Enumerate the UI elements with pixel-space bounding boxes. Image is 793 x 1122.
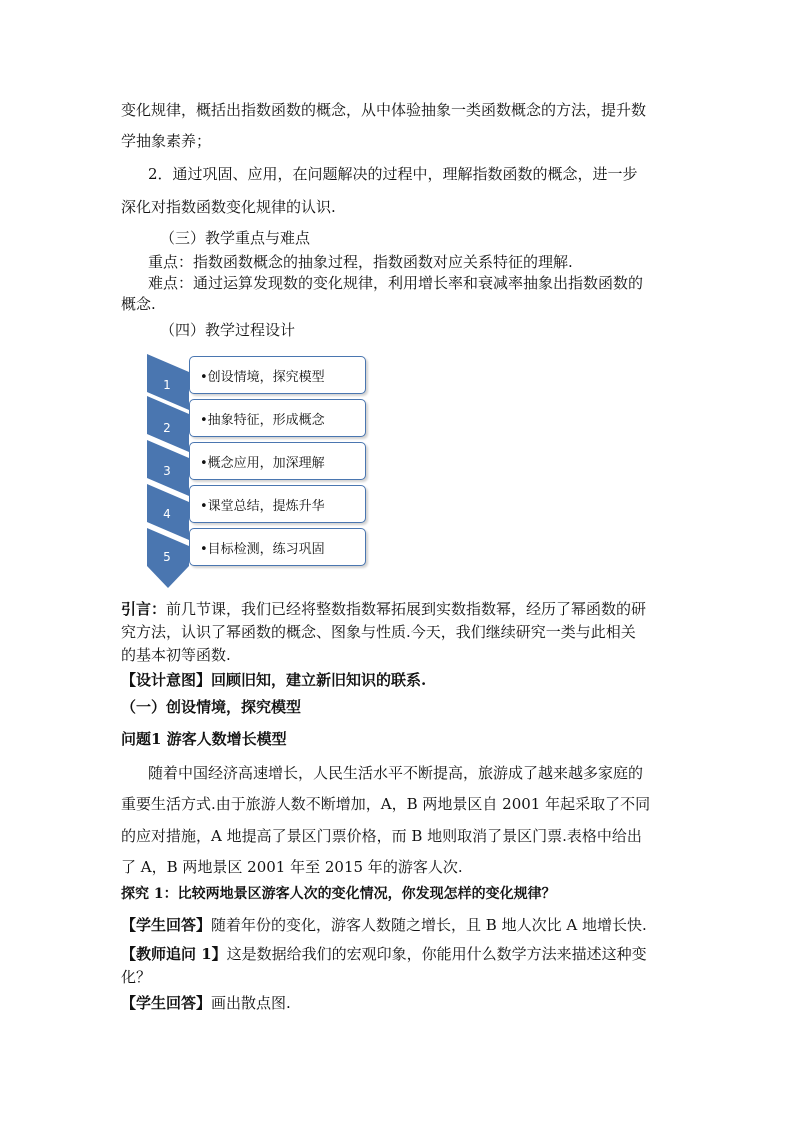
design-intent: 【设计意图】回顾旧知，建立新旧知识的联系. — [121, 671, 427, 689]
intro-label: 引言： — [121, 600, 167, 618]
student-answer — [121, 915, 681, 935]
question-label: 【教师追问 1】 — [121, 945, 227, 963]
answer-text: 画出散点图. — [211, 994, 291, 1012]
body-line: 学抽象素养； — [121, 132, 212, 150]
intro-text: 前几节课，我们已经将整数指数幂拓展到实数指数幂，经历了幂函数的研 — [166, 600, 647, 618]
difficulty: 难点：通过运算发现数的变化规律，利用增长率和衰减率抽象出指数函数的 — [148, 274, 644, 292]
problem-title: 问题1 游客人数增长模型 — [121, 730, 287, 748]
difficulty-cont: 概念. — [121, 295, 156, 313]
intro-line: 究方法，认识了幂函数的概念、图象与性质.今天，我们继续研究一类与此相关 — [121, 623, 636, 641]
step-label: •创设情境，探究模型 — [200, 370, 325, 385]
flow-step-3 — [189, 442, 366, 480]
step-label: •课堂总结，提炼升华 — [200, 499, 325, 514]
answer-text: 随着年份的变化，游客人数随之增长，且 B 地人次比 A 地增长快. — [211, 916, 647, 934]
step-number: 1 — [163, 378, 171, 392]
process-flow-diagram — [145, 352, 370, 592]
step-number: 2 — [163, 421, 171, 435]
step-number: 5 — [163, 550, 171, 564]
answer-label: 【学生回答】 — [121, 994, 212, 1012]
intro-line: 的基本初等函数. — [121, 646, 231, 664]
paragraph-line: 的应对措施，A 地提高了景区门票价格，而 B 地则取消了景区门票.表格中给出 — [121, 827, 642, 845]
flow-step-4 — [189, 485, 366, 523]
paragraph-line: 重要生活方式.由于旅游人数不断增加，A，B 两地景区自 2001 年起采取了不同 — [121, 795, 651, 813]
body-line: 2．通过巩固、应用，在问题解决的过程中，理解指数函数的概念，进一步 — [148, 165, 638, 183]
answer-label: 【学生回答】 — [121, 916, 212, 934]
section-heading: （一）创设情境，探究模型 — [121, 698, 302, 716]
section-heading: （三）教学重点与难点 — [160, 229, 311, 247]
step-label: •抽象特征，形成概念 — [200, 413, 325, 428]
body-line: 深化对指数函数变化规律的认识. — [121, 198, 336, 216]
intro-line — [121, 599, 681, 619]
paragraph-line: 随着中国经济高速增长，人民生活水平不断提高，旅游成了越来越多家庭的 — [148, 764, 644, 782]
key-point: 重点：指数函数概念的抽象过程，指数函数对应关系特征的理解. — [148, 253, 573, 271]
body-line: 变化规律，概括出指数函数的概念，从中体验抽象一类函数概念的方法，提升数 — [121, 101, 647, 119]
step-label: •目标检测，练习巩固 — [200, 542, 325, 557]
question-text: 这是数据给我们的宏观印象，你能用什么数学方法来描述这种变 — [226, 945, 647, 963]
flow-step-2 — [189, 399, 366, 437]
step-number: 3 — [163, 464, 171, 478]
paragraph-line: 了 A，B 两地景区 2001 年至 2015 年的游客人次. — [121, 858, 463, 876]
flow-step-1 — [189, 356, 366, 394]
teacher-question-cont: 化？ — [121, 968, 152, 986]
explore-question: 探究 1：比较两地景区游客人次的变化情况，你发现怎样的变化规律？ — [121, 886, 556, 902]
student-answer — [121, 993, 681, 1013]
step-label: •概念应用，加深理解 — [200, 456, 325, 471]
section-heading: （四）教学过程设计 — [160, 321, 296, 339]
step-number: 4 — [163, 507, 171, 521]
flow-step-5 — [189, 528, 366, 566]
teacher-question — [121, 944, 681, 964]
